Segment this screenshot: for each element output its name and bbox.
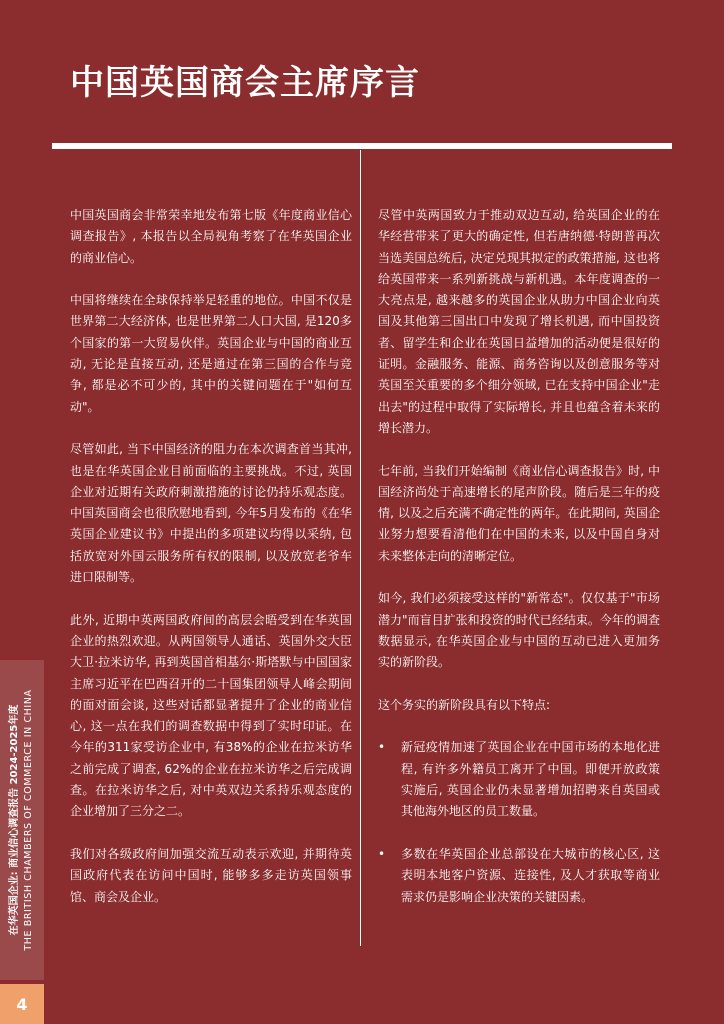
paragraph: 尽管如此, 当下中国经济的阻力在本次调查首当其冲, 也是在华英国企业目前面临的主要挑战。不过, 英国企业对近期有关政府刺激措施的讨论仍持乐观态度。中国英国商会也很欣慰地看到, 今年5月发布的《在华英国企业建议书》中提出的多项建议均得以采纳, 包括放宽对外国云服务所有权的限制, 以及放宽老爷车进口限制等。 bbox=[70, 442, 352, 585]
list-item bbox=[378, 844, 660, 908]
side-label bbox=[8, 660, 36, 980]
bullet-list bbox=[378, 737, 660, 907]
paragraph: 这个务实的新阶段具有以下特点: bbox=[378, 697, 551, 712]
list-item bbox=[378, 737, 660, 822]
left-column bbox=[70, 205, 352, 929]
page-number: 4 bbox=[0, 984, 44, 1024]
paragraph: 此外, 近期中英两国政府间的高层会晤受到在华英国企业的热烈欢迎。从两国领导人通话、英国外交大臣大卫·拉米访华, 再到英国首相基尔·斯塔默与中国国家主席习近平在巴西召开的二十国集团领导人峰会期间的面对面会谈, 这些对话都显著提升了企业的商业信心, 这一点在我们的调查数据中得到了实时印证。在今年的311家受访企业中, 有38%的企业在拉米访华之前完成了调查, 62%的企业在拉米访华之后完成调查。在拉米访华之后, 对中英双边关系持乐观态度的企业增加了三分之二。 bbox=[70, 612, 352, 819]
side-label-cn: 在华英国企业: 商业信心调查报告 2024-2025年度 bbox=[9, 704, 20, 936]
paragraph: 中国将继续在全球保持举足轻重的地位。中国不仅是世界第二大经济体, 也是世界第二人口大国, 是120多个国家的第一大贸易伙伴。英国企业与中国的商业互动, 无论是直接互动, 还是通过在第三国的合作与竞争, 都是必不可少的, 其中的关键问题在于"如何互动"。 bbox=[70, 293, 352, 414]
list-item-text: 新冠疫情加速了英国企业在中国市场的本地化进程, 有许多外籍员工离开了中国。即便开放政策实施后, 英国企业仍未显著增加招聘来自英国或其他海外地区的员工数量。 bbox=[401, 740, 660, 819]
column-divider bbox=[360, 150, 361, 946]
paragraph: 尽管中英两国致力于推动双边互动, 给英国企业的在华经营带来了更大的确定性, 但若唐纳德·特朗普再次当选美国总统后, 决定兑现其拟定的政策措施, 这也将给英国带来一系列新挑战与新机遇。本年度调查的一大亮点是, 越来越多的英国企业从助力中国企业向英国及其他第三国出口中发现了增长机遇, 而中国投资者、留学生和企业在英国日益增加的活动便是很好的证明。金融服务、能源、商务咨询以及创意服务等对英国至关重要的多个细分领域, 已在支持中国企业"走出去"的过程中取得了实际增长, 并且也蕴含着未来的增长潜力。 bbox=[378, 208, 660, 435]
title-divider bbox=[52, 143, 672, 149]
paragraph: 中国英国商会非常荣幸地发布第七版《年度商业信心调查报告》, 本报告以全局视角考察了在华英国企业的商业信心。 bbox=[70, 208, 352, 265]
list-item-text: 多数在华英国企业总部设在大城市的核心区, 这表明本地客户资源、连接性, 及人才获取等商业需求仍是影响企业决策的关键因素。 bbox=[401, 846, 660, 904]
page-title: 中国英国商会主席序言 bbox=[70, 63, 420, 103]
paragraph: 如今, 我们必须接受这样的"新常态"。仅仅基于"市场潜力"而盲目扩张和投资的时代已经结束。今年的调查数据显示, 在华英国企业与中国的互动已进入更加务实的新阶段。 bbox=[378, 591, 660, 670]
side-label-en: THE BRITISH CHAMBERS OF COMMERCE IN CHINA bbox=[23, 689, 34, 951]
bullet-icon: • bbox=[378, 846, 386, 861]
paragraph: 我们对各级政府间加强交流互动表示欢迎, 并期待英国政府代表在访问中国时, 能够多多走访英国领事馆、商会及企业。 bbox=[70, 846, 352, 904]
right-column bbox=[378, 205, 660, 929]
bullet-icon: • bbox=[378, 740, 386, 755]
paragraph: 七年前, 当我们开始编制《商业信心调查报告》时, 中国经济尚处于高速增长的尾声阶段。随后是三年的疫情, 以及之后充满不确定性的两年。在此期间, 英国企业努力想要看清他们在中国的未来, 以及中国自身对未来整体走向的清晰定位。 bbox=[378, 463, 660, 563]
